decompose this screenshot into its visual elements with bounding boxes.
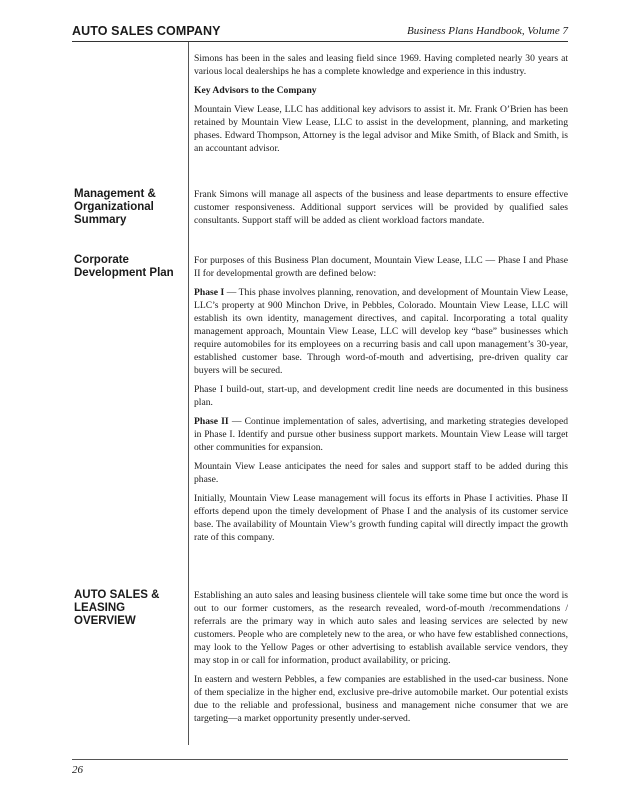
overview-heading: [74, 589, 182, 628]
staffing-paragraph: Mountain View Lease anticipates the need for sales and support staff to be added during this phase.: [194, 461, 568, 485]
page-number: 26: [72, 764, 83, 776]
company-title: AUTO SALES COMPANY: [72, 24, 221, 38]
heading-line: AUTO SALES &: [74, 589, 160, 601]
phase1-credit-paragraph: Phase I build-out, start-up, and development credit line needs are documented in this business plan.: [194, 384, 568, 408]
heading-line: OVERVIEW: [74, 615, 136, 627]
management-heading: [74, 188, 182, 227]
heading-line: Corporate: [74, 254, 129, 266]
column-divider: [188, 42, 189, 745]
phase1-paragraph: [194, 286, 568, 377]
heading-line: Organizational: [74, 201, 154, 213]
intro-section: [194, 52, 568, 161]
heading-line: Management &: [74, 188, 156, 200]
corporate-heading: [74, 254, 182, 280]
phase2-paragraph: [194, 415, 568, 454]
corporate-section: [194, 254, 568, 550]
advisors-paragraph: Mountain View Lease, LLC has additional key advisors to assist it. Mr. Frank O’Brien has been retained by Mountain View Lease, LLC to assist in the development, planning, and marketing phases. Edward Thompson, Attorney is the legal advisor and Mike Smith, of Black and Smith, is an accountant advisor.: [194, 104, 568, 154]
corporate-intro-paragraph: For purposes of this Business Plan document, Mountain View Lease, LLC — Phase I and Phase II for developmental growth are defined below:: [194, 255, 568, 279]
overview-paragraph: Establishing an auto sales and leasing business clientele will take some time but once the word is out to our former customers, as the research revealed, word-of-mouth /recommendations / referrals are the primary way in which auto sales and leasing services are selected by new customers. People who are completely new to the area, or who have few established connections, may look to the Yellow Pages or other advertising to establish available service vendors, they may stop in or call for information, product availability, or pricing.: [194, 590, 568, 666]
heading-line: LEASING: [74, 602, 126, 614]
running-header: [72, 22, 568, 42]
market-paragraph: In eastern and western Pebbles, a few companies are established in the used-car business. None of them specialize in the higher end, exclusive pre-drive automobile market. Our potential exists due to the reliable and professional, business and management niche consumer that we are targeting—a market opportunity presently under-served.: [194, 674, 568, 724]
phase1-label: Phase I: [194, 287, 225, 298]
overview-section: [194, 589, 568, 731]
phase2-text: — Continue implementation of sales, advertising, and marketing strategies developed in Phase I. Identify and pursue other business support markets. Mountain View Lease will target other communities for expansion.: [194, 416, 569, 453]
publication-title: Business Plans Handbook, Volume 7: [406, 25, 568, 37]
phase1-text: — This phase involves planning, renovation, and development of Mountain View Lease, LLC’s property at 900 Minchon Drive, in Pebbles, Colorado. Mountain View Lease, LLC will establish its own identity, management directives, and capital. Incorporating a total quality management approach, Mountain View Lease, LLC will develop key “base” businesses which require automobiles for its employees on a recurring basis and call upon management’s 30-year, established customer base. Through word-of-mouth and advertising, pre-driven quality car buyers will be secured.: [194, 287, 568, 376]
header-rule: [72, 41, 568, 42]
phase2-label: Phase II: [194, 416, 229, 427]
management-paragraph: Frank Simons will manage all aspects of the business and lease departments to ensure effective customer responsiveness. Additional support services will be provided by qualified sales consultants. Support staff will be added as client workload factors mandate.: [194, 189, 568, 226]
intro-paragraph: Simons has been in the sales and leasing field since 1969. Having completed nearly 30 years at various local dealerships he has a complete knowledge and experience in this industry.: [194, 53, 568, 77]
advisors-heading: Key Advisors to the Company: [194, 85, 317, 96]
heading-line: Summary: [74, 214, 127, 226]
heading-line: Development Plan: [74, 267, 174, 279]
focus-paragraph: Initially, Mountain View Lease management will focus its efforts in Phase I activities. Phase II efforts depend upon the timely development of Phase I and the analysis of its customer service base. The availability of Mountain View’s growth funding capital will directly impact the growth rate of this company.: [194, 493, 568, 543]
footer-rule: [72, 759, 568, 760]
management-section: [194, 188, 568, 233]
